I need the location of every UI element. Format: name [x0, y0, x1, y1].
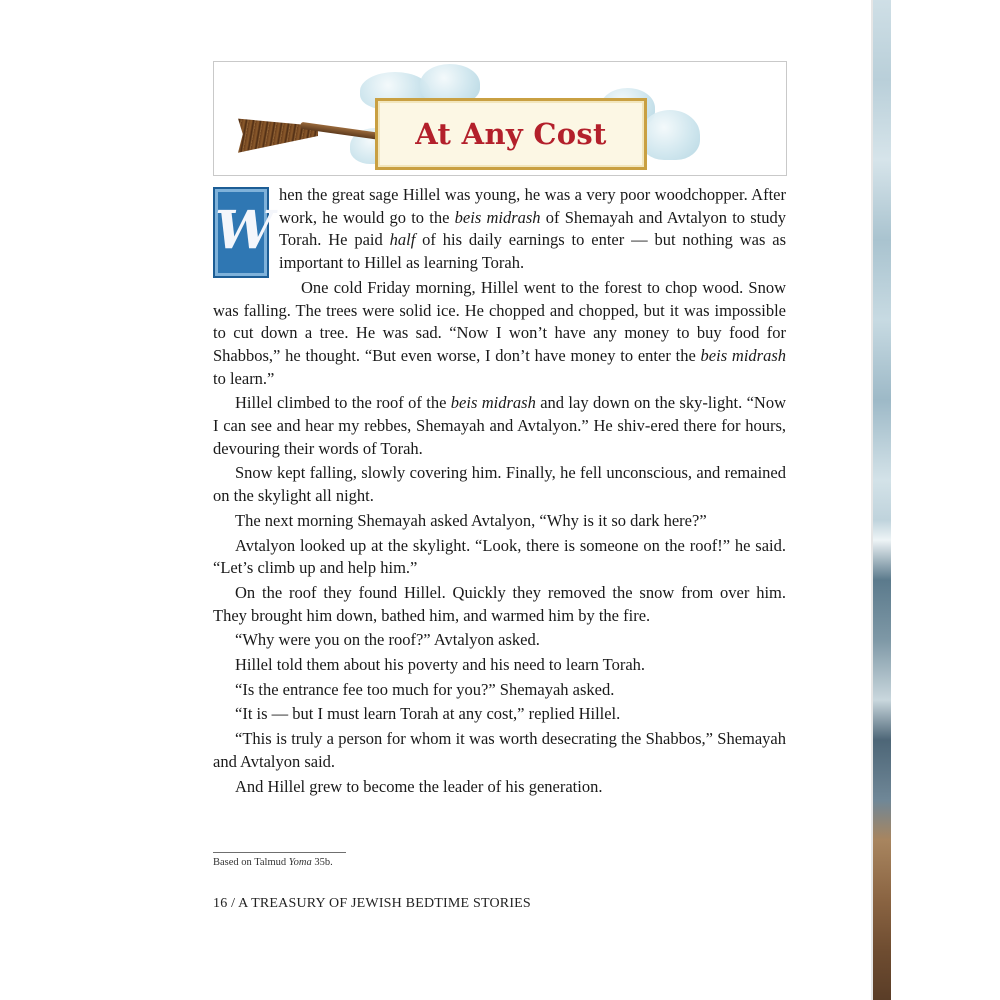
- text-run: “It is — but I must learn Torah at any cost,” replied Hillel.: [235, 704, 621, 724]
- story-paragraph: [213, 679, 786, 702]
- italic-phrase: half: [389, 230, 416, 250]
- dropcap-initial: [213, 187, 274, 278]
- story-text: [213, 184, 786, 800]
- story-paragraph: [213, 703, 786, 726]
- story-paragraph: [213, 392, 786, 460]
- page-title: At Any Cost: [415, 117, 607, 151]
- story-paragraph: [213, 776, 786, 799]
- text-run: “Is the entrance fee too much for you?” Shemayah asked.: [235, 679, 615, 699]
- text-run: of his daily earnings to enter — but nothing was as important to Hillel as learning Torah.: [279, 230, 786, 273]
- story-paragraph: [213, 462, 786, 507]
- text-run: “This is truly a person for whom it was worth desecrating the Shabbos,” Shemayah and Avtalyon said.: [213, 729, 786, 771]
- text-run: of Shemayah and Avtalyon to study Torah. He paid: [279, 207, 786, 250]
- source-note: [213, 857, 333, 868]
- text-run: Hillel told them about his poverty and his need to learn Torah.: [235, 655, 646, 675]
- story-paragraphs: [213, 184, 786, 798]
- facing-page-illustration: [873, 0, 891, 1000]
- italic-phrase: beis midrash: [450, 393, 536, 413]
- story-paragraph: [213, 582, 786, 627]
- story-paragraph: [213, 654, 786, 677]
- source-title: Yoma: [288, 857, 312, 868]
- ice-block-illustration: [640, 110, 700, 160]
- text-run: One cold Friday morning, Hillel went to the forest to chop wood. Snow was falling. The trees were solid ice. He chopped and chopped, but it was impossible to cut down a tree. He was sad. “Now I won’t have any money to buy food for Shabbos,” he thought. “But even worse, I don’t have money to enter the: [213, 277, 786, 365]
- text-run: Snow kept falling, slowly covering him. Finally, he fell unconscious, and remained on the skylight all night.: [213, 463, 786, 506]
- source-divider: [213, 852, 346, 853]
- text-run: to learn.”: [213, 368, 275, 388]
- text-run: The next morning Shemayah asked Avtalyon, “Why is it so dark here?”: [235, 510, 707, 530]
- text-run: On the roof they found Hillel. Quickly they removed the snow from over him. They brought him down, bathed him, and warmed him by the fire.: [213, 582, 786, 625]
- text-run: “Why were you on the roof?” Avtalyon asked.: [235, 630, 540, 650]
- story-paragraph: [213, 184, 786, 275]
- text-run: Avtalyon looked up at the skylight. “Look, there is someone on the roof!” he said. “Let’s climb up and help him.”: [213, 535, 786, 578]
- source-prefix: Based on Talmud: [213, 857, 289, 868]
- text-run: And Hillel grew to become the leader of his generation.: [235, 776, 603, 796]
- page-footer: 16 / A TREASURY OF JEWISH BEDTIME STORIES: [213, 896, 531, 911]
- italic-phrase: beis midrash: [700, 345, 787, 365]
- story-paragraph: [213, 629, 786, 652]
- text-run: Hillel climbed to the roof of the: [235, 393, 451, 413]
- dropcap-letter: W: [215, 200, 274, 261]
- title-frame: [375, 98, 647, 170]
- source-suffix: 35b.: [311, 857, 333, 868]
- text-run: hen the great sage Hillel was young, he was a very poor woodchopper. After work, he would go to the: [279, 185, 786, 227]
- story-paragraph: [213, 510, 786, 533]
- italic-phrase: beis midrash: [454, 207, 541, 227]
- story-paragraph: [213, 728, 786, 773]
- story-paragraph: [213, 535, 786, 580]
- story-paragraph: [213, 277, 786, 391]
- text-run: and lay down on the sky-light. “Now I can see and hear my rebbes, Shemayah and Avtalyon.” He shiv-ered there for hours, devouring their words of Torah.: [213, 393, 787, 458]
